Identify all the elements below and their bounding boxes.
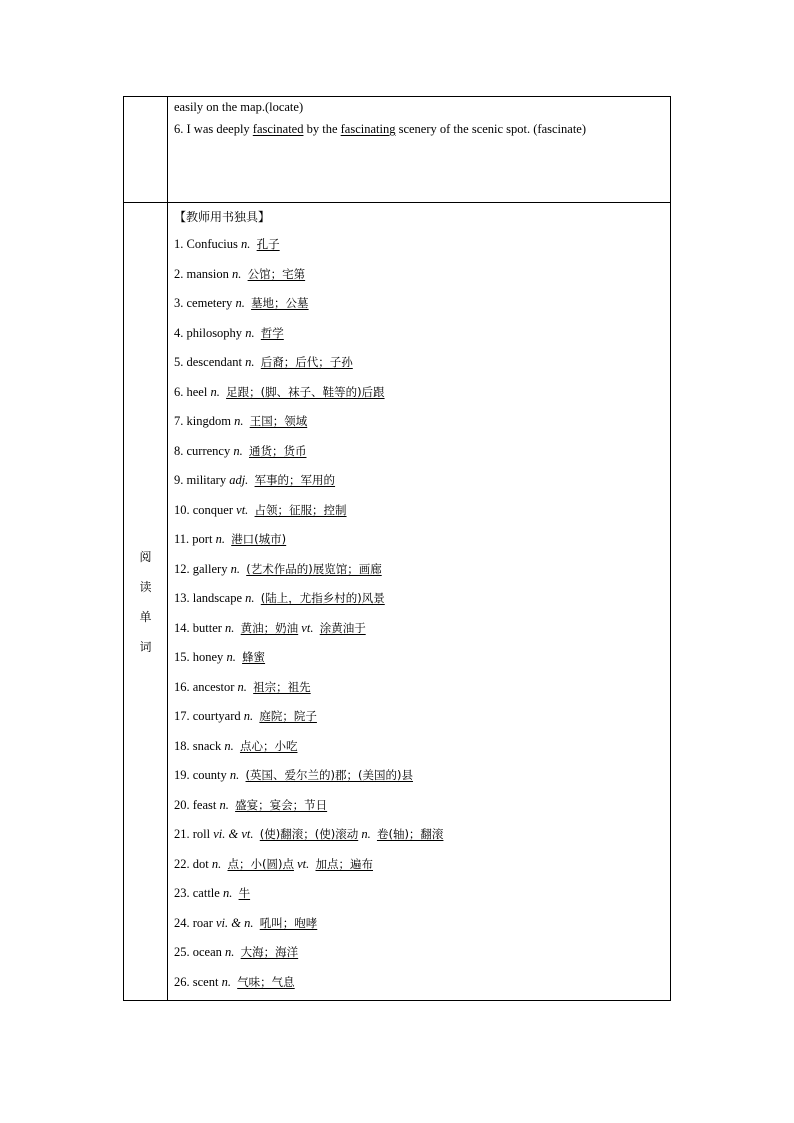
vocab-number: 4. — [174, 325, 187, 340]
exercise-6-answer-1: fascinated — [252, 122, 304, 136]
vocab-part-of-speech: n. — [245, 325, 255, 340]
vocab-part-of-speech: n. — [234, 414, 244, 428]
exercise-6-answer-2: fascinating — [340, 122, 396, 136]
vocab-part-of-speech: n. — [231, 266, 242, 281]
vocab-number: 15. — [174, 650, 193, 664]
vocab-number: 1. — [174, 237, 187, 251]
vocab-part-of-speech: n. — [243, 709, 254, 723]
vocab-meaning: 点心；小吃 — [239, 738, 298, 753]
vocab-meaning: 点；小(圆)点 — [227, 856, 294, 871]
vocab-part-of-speech-2: vt. — [301, 620, 314, 635]
vocab-meaning: (陆上，尤指乡村的)风景 — [260, 591, 385, 605]
vocab-entry — [174, 555, 664, 585]
exercise-6-suffix: scenery of the scenic spot. (fascinate) — [395, 122, 587, 136]
vocab-part-of-speech: n. — [233, 443, 243, 458]
vocab-part-of-speech: n. — [241, 237, 251, 251]
vocab-entry — [174, 702, 664, 732]
vocab-meaning: 孔子 — [256, 237, 280, 251]
vocab-number: 24. — [174, 915, 193, 930]
vocab-word: landscape — [192, 591, 243, 605]
vocab-entry — [174, 791, 664, 821]
vocab-number: 18. — [174, 738, 193, 753]
vocab-entry — [174, 230, 664, 260]
vocab-entry — [174, 584, 664, 614]
vocab-number: 16. — [174, 679, 193, 694]
vocab-part-of-speech: n. — [229, 768, 240, 782]
vocab-word: scent — [192, 974, 219, 989]
vocab-meaning: 祖宗；祖先 — [253, 679, 311, 694]
vocab-word: military — [186, 473, 227, 487]
vocab-meaning: 王国；领域 — [249, 414, 308, 428]
vocab-word: kingdom — [186, 414, 231, 428]
reading-words-row — [124, 203, 671, 1001]
vocab-number: 20. — [174, 797, 193, 812]
vocab-part-of-speech: n. — [226, 650, 236, 664]
vocab-number: 10. — [174, 502, 193, 517]
vocab-meaning: 港口(城市) — [231, 532, 287, 546]
exercise-line-5-tail: easily on the map.(locate) — [174, 100, 304, 114]
vocab-part-of-speech: n. — [211, 856, 222, 871]
vocab-number: 12. — [174, 561, 193, 576]
vocab-word: county — [192, 768, 227, 782]
vocab-entry — [174, 496, 664, 526]
word-list — [174, 230, 664, 997]
vocab-number: 11. — [174, 532, 193, 546]
vocab-part-of-speech-2: n. — [361, 827, 371, 841]
vocab-word: roll — [192, 827, 211, 841]
vocab-word: heel — [186, 384, 208, 399]
vocab-meaning: (英国、爱尔兰的)郡；(美国的)县 — [245, 768, 413, 782]
vocab-number: 9. — [174, 473, 187, 487]
vocab-part-of-speech: n. — [245, 591, 255, 605]
vocab-meaning: 通货；货币 — [248, 443, 307, 458]
vocab-meaning: 哲学 — [260, 325, 284, 340]
vocab-word: descendant — [186, 355, 243, 369]
vocab-meaning: 公馆；宅第 — [247, 266, 306, 281]
word-list-cell — [168, 203, 671, 1001]
vocab-word: philosophy — [186, 325, 243, 340]
vocab-meaning: 庭院；院子 — [259, 709, 317, 723]
vocab-word: snack — [192, 738, 222, 753]
vocab-part-of-speech-2: vt. — [297, 856, 310, 871]
vocab-part-of-speech: n. — [225, 945, 235, 959]
vocab-part-of-speech: n. — [245, 355, 255, 369]
vocab-number: 21. — [174, 827, 193, 841]
vocab-entry — [174, 260, 664, 290]
vocab-entry — [174, 614, 664, 644]
vocabulary-table — [123, 96, 671, 1001]
vocab-entry — [174, 407, 664, 437]
vocab-entry — [174, 378, 664, 408]
vocab-part-of-speech: n. — [215, 532, 225, 546]
vocab-part-of-speech: n. — [221, 974, 231, 989]
section-label-char: 阅 — [139, 549, 152, 564]
vocab-entry — [174, 319, 664, 349]
section-label — [124, 542, 167, 662]
vocab-entry — [174, 938, 664, 968]
vocab-number: 5. — [174, 355, 187, 369]
vocab-entry — [174, 673, 664, 703]
vocab-number: 26. — [174, 974, 193, 989]
vocab-word: honey — [192, 650, 224, 664]
section-label-char: 读 — [139, 579, 152, 594]
vocab-number: 7. — [174, 414, 187, 428]
vocab-entry — [174, 850, 664, 880]
section-label-cell — [124, 203, 168, 1001]
vocab-part-of-speech: adj. — [229, 473, 249, 487]
vocab-part-of-speech: n. — [224, 738, 234, 753]
section-label-char: 单 — [139, 609, 152, 624]
exercise-6-prefix: 6. I was deeply — [174, 122, 253, 136]
vocab-word: port — [192, 532, 213, 546]
vocab-part-of-speech: n. — [230, 561, 240, 576]
vocab-word: Confucius — [186, 237, 238, 251]
vocab-entry — [174, 289, 664, 319]
vocab-entry — [174, 879, 664, 909]
vocab-meaning: 蜂蜜 — [242, 650, 266, 664]
vocab-part-of-speech: n. — [219, 797, 229, 812]
vocab-entry — [174, 525, 664, 555]
vocab-word: ancestor — [192, 679, 235, 694]
section-label-char: 词 — [139, 639, 152, 654]
vocab-word: dot — [192, 856, 209, 871]
vocab-word: cemetery — [186, 296, 233, 310]
vocab-meaning: (艺术作品的)展览馆；画廊 — [246, 561, 382, 576]
vocab-part-of-speech: n. — [237, 679, 247, 694]
vocab-number: 13. — [174, 591, 193, 605]
vocab-entry — [174, 437, 664, 467]
vocab-meaning: 墓地；公墓 — [251, 296, 309, 310]
vocab-word: conquer — [192, 502, 234, 517]
vocab-part-of-speech: n. — [225, 620, 235, 635]
vocab-word: gallery — [192, 561, 228, 576]
vocab-entry — [174, 820, 664, 850]
vocab-meaning: 占领；征服；控制 — [254, 502, 347, 517]
exercise-content-cell — [168, 97, 671, 203]
vocab-number: 6. — [174, 384, 187, 399]
vocab-meaning: (使)翻滚；(使)滚动 — [259, 827, 359, 841]
exercise-6-middle: by the — [303, 122, 341, 136]
vocab-meaning: 军事的；军用的 — [254, 473, 336, 487]
vocab-word: roar — [192, 915, 213, 930]
vocab-number: 19. — [174, 768, 193, 782]
vocab-number: 2. — [174, 266, 187, 281]
vocab-number: 22. — [174, 856, 193, 871]
vocab-word: mansion — [186, 266, 229, 281]
vocab-meaning-2: 涂黄油于 — [319, 620, 366, 635]
vocab-word: courtyard — [192, 709, 241, 723]
exercise-label-cell — [124, 97, 168, 203]
vocab-meaning: 足跟；(脚、袜子、鞋等的)后跟 — [226, 384, 385, 399]
vocab-word: currency — [186, 443, 231, 458]
vocab-number: 3. — [174, 296, 187, 310]
teacher-note-heading: 【教师用书独具】 — [174, 210, 271, 224]
vocab-entry — [174, 466, 664, 496]
vocab-entry — [174, 968, 664, 998]
vocab-part-of-speech: vi. & n. — [216, 915, 254, 930]
vocab-part-of-speech: n. — [222, 886, 233, 900]
vocab-word: ocean — [192, 945, 222, 959]
vocab-word: butter — [192, 620, 222, 635]
vocab-number: 25. — [174, 945, 193, 959]
vocab-meaning: 吼叫；咆哮 — [259, 915, 318, 930]
vocab-meaning-2: 卷(轴)；翻滚 — [376, 827, 444, 841]
vocab-entry — [174, 732, 664, 762]
vocab-part-of-speech: n. — [235, 296, 245, 310]
exercise-line-6 — [174, 117, 664, 141]
vocab-word: cattle — [192, 886, 220, 900]
vocab-number: 14. — [174, 620, 193, 635]
vocab-meaning: 大海；海洋 — [240, 945, 299, 959]
vocab-entry — [174, 761, 664, 791]
vocab-meaning: 气味；气息 — [237, 974, 295, 989]
vocab-word: feast — [192, 797, 217, 812]
exercise-row — [124, 97, 671, 203]
vocab-number: 17. — [174, 709, 193, 723]
vocab-number: 8. — [174, 443, 187, 458]
vocab-entry — [174, 643, 664, 673]
vocab-entry — [174, 348, 664, 378]
vocab-meaning: 黄油；奶油 — [240, 620, 299, 635]
vocab-meaning-2: 加点；遍布 — [315, 856, 373, 871]
vocab-entry — [174, 909, 664, 939]
vocab-part-of-speech: n. — [210, 384, 220, 399]
vocab-part-of-speech: vi. & vt. — [213, 827, 254, 841]
vocab-part-of-speech: vt. — [236, 502, 249, 517]
vocab-meaning: 盛宴；宴会；节日 — [235, 797, 328, 812]
vocab-meaning: 后裔；后代；子孙 — [260, 355, 353, 369]
vocab-number: 23. — [174, 886, 193, 900]
vocab-meaning: 牛 — [238, 886, 251, 900]
